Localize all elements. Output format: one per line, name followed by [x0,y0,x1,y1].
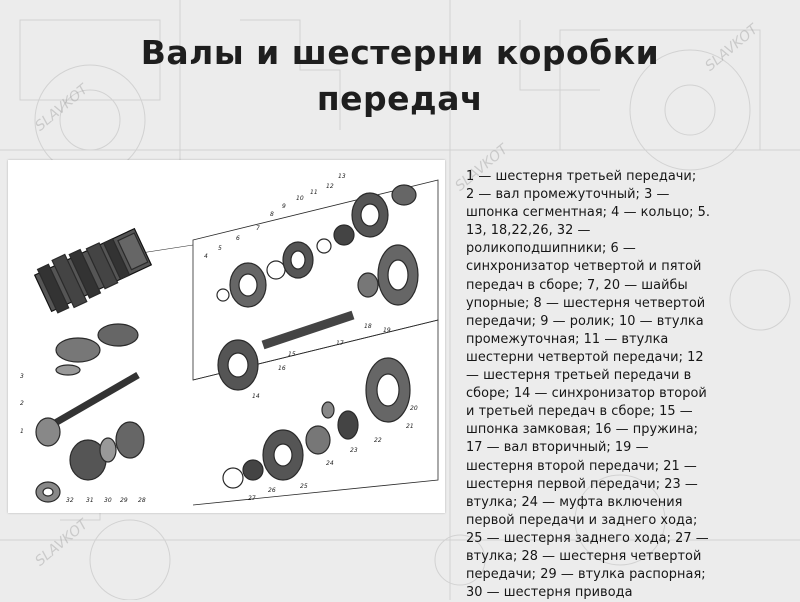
part-label: 4 [204,253,208,260]
part-label: 21 [406,423,414,430]
parts-legend-text: 1 — шестерня третьей передачи; 2 — вал промежуточный; 3 — шпонка сегментная; 4 — кольцо; 5. 13, 18,22,26, 32 — роликоподшипники; 6 — синхронизатор четвертой и пятой передач в сборе; 7, 20 — шайбы упорные; 8 — шестерня четвертой передачи; 9 — ролик; 10 — втулка промежуточная; 11 — втулка шестерни четвертой передачи; 12 — шестерня третьей передачи в сборе; 14 — синхронизатор второй и третьей передач в сборе; 15 — шпонка замковая; 16 — пружина; 17 — вал вторичный; 19 — шестерня второй передачи; 21 — шестерня первой передачи; 23 — втулка; 24 — муфта включения первой передачи и заднего хода; 25 — шестерня заднего хода; 27 — втулка; 28 — шестерня четвертой передачи; 29 — втулка распорная; 30 — шестерня привода [466,169,711,601]
watermark: SLAVKOT [452,141,512,195]
part-label: 24 [326,460,334,467]
part-label: 12 [326,183,334,190]
gearbox-exploded-drawing [8,160,445,513]
part-label: 25 [300,483,308,490]
part-label: 7 [256,225,260,232]
part-label: 20 [410,405,418,412]
slide-title-line-1: Валы и шестерни коробки [140,33,660,72]
part-label: 26 [268,487,276,494]
watermark: SLAVKOT [32,81,92,135]
part-label: 1 [20,428,24,435]
part-label: 23 [350,447,358,454]
part-label: 22 [374,437,382,444]
watermark: SLAVKOT [702,21,762,75]
watermark: SLAVKOT [32,516,92,570]
part-label: 6 [236,235,240,242]
part-label: 18 [364,323,372,330]
part-label: 11 [310,189,318,196]
part-label: 16 [278,365,286,372]
slide-title-line-2: передач [316,79,484,118]
part-label: 31 [86,497,94,504]
part-label: 8 [270,211,274,218]
slide-title [60,30,740,122]
part-label: 32 [66,497,74,504]
part-label: 3 [20,373,24,380]
gearbox-drawing-svg [8,160,445,513]
part-label: 5 [218,245,222,252]
part-label: 2 [20,400,24,407]
part-label: 19 [383,327,391,334]
part-label: 27 [248,495,256,502]
part-label: 17 [336,340,344,347]
part-label: 14 [252,393,260,400]
part-label: 15 [288,351,296,358]
part-label: 9 [282,203,286,210]
part-label: 30 [104,497,112,504]
part-label: 13 [338,173,346,180]
part-label: 10 [296,195,304,202]
part-label: 29 [120,497,128,504]
part-label: 28 [138,497,146,504]
